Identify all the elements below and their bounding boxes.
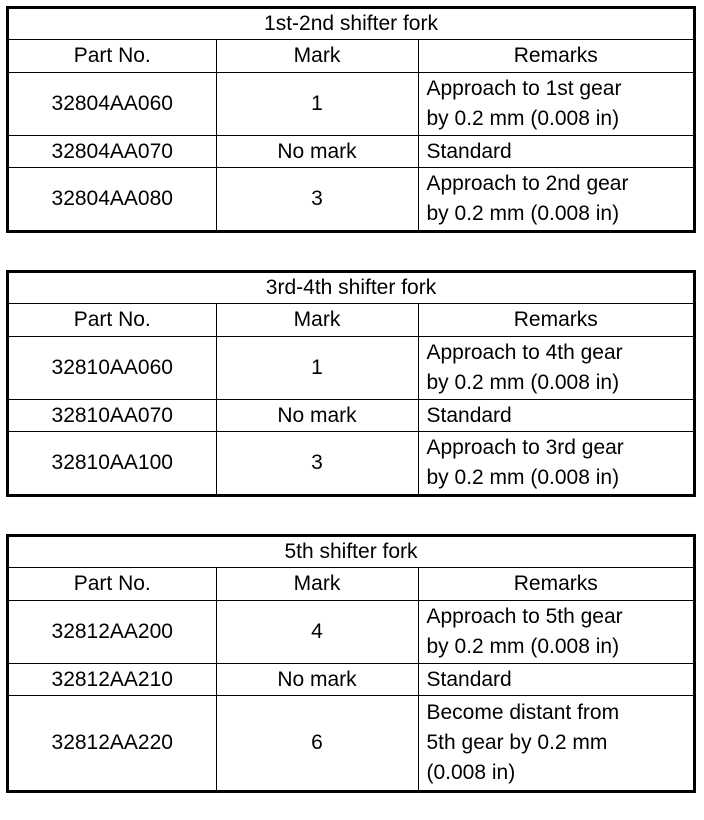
part-number: 32804AA070	[9, 136, 216, 168]
column-header-remarks: Remarks	[418, 40, 693, 73]
remarks: Approach to 4th gear by 0.2 mm (0.008 in)	[426, 341, 623, 394]
column-header-remarks: Remarks	[418, 304, 693, 337]
column-header-mark: Mark	[216, 568, 418, 601]
mark: No mark	[216, 136, 418, 168]
column-header-part-no: Part No.	[9, 568, 216, 601]
remarks: Approach to 2nd gear by 0.2 mm (0.008 in)	[426, 172, 629, 225]
mark: 1	[216, 337, 418, 400]
part-number: 32810AA060	[9, 337, 216, 400]
remarks: Standard	[426, 139, 512, 163]
column-header-part-no: Part No.	[9, 304, 216, 337]
part-number: 32804AA080	[9, 168, 216, 231]
table-row	[9, 601, 693, 664]
column-header-part-no: Part No.	[9, 40, 216, 73]
shifter-fork-table-1st-2nd	[6, 6, 696, 233]
part-number: 32810AA100	[9, 432, 216, 495]
mark: No mark	[216, 664, 418, 696]
remarks: Become distant from 5th gear by 0.2 mm (0.008 in)	[426, 701, 620, 784]
part-number: 32812AA220	[9, 696, 216, 791]
part-number: 32812AA200	[9, 601, 216, 664]
shifter-fork-table-3rd-4th	[6, 270, 696, 497]
table-row	[9, 664, 693, 696]
table-row	[9, 696, 693, 791]
table-row	[9, 432, 693, 495]
table-row	[9, 337, 693, 400]
mark: 3	[216, 168, 418, 231]
table-title: 5th shifter fork	[9, 537, 693, 568]
column-header-mark: Mark	[216, 40, 418, 73]
part-number: 32804AA060	[9, 73, 216, 136]
part-number: 32810AA070	[9, 400, 216, 432]
remarks: Approach to 3rd gear by 0.2 mm (0.008 in)	[426, 436, 624, 489]
table-title: 1st-2nd shifter fork	[9, 9, 693, 40]
mark: 6	[216, 696, 418, 791]
mark: 1	[216, 73, 418, 136]
table-row	[9, 73, 693, 136]
column-header-remarks: Remarks	[418, 568, 693, 601]
table-row	[9, 168, 693, 231]
mark: No mark	[216, 400, 418, 432]
remarks: Approach to 5th gear by 0.2 mm (0.008 in)	[426, 605, 623, 658]
remarks: Standard	[426, 403, 512, 427]
column-header-mark: Mark	[216, 304, 418, 337]
mark: 3	[216, 432, 418, 495]
table-row	[9, 400, 693, 432]
part-number: 32812AA210	[9, 664, 216, 696]
table-title: 3rd-4th shifter fork	[9, 273, 693, 304]
remarks: Approach to 1st gear by 0.2 mm (0.008 in)	[426, 77, 622, 130]
shifter-fork-table-5th	[6, 534, 696, 793]
remarks: Standard	[426, 667, 512, 691]
table-row	[9, 136, 693, 168]
mark: 4	[216, 601, 418, 664]
